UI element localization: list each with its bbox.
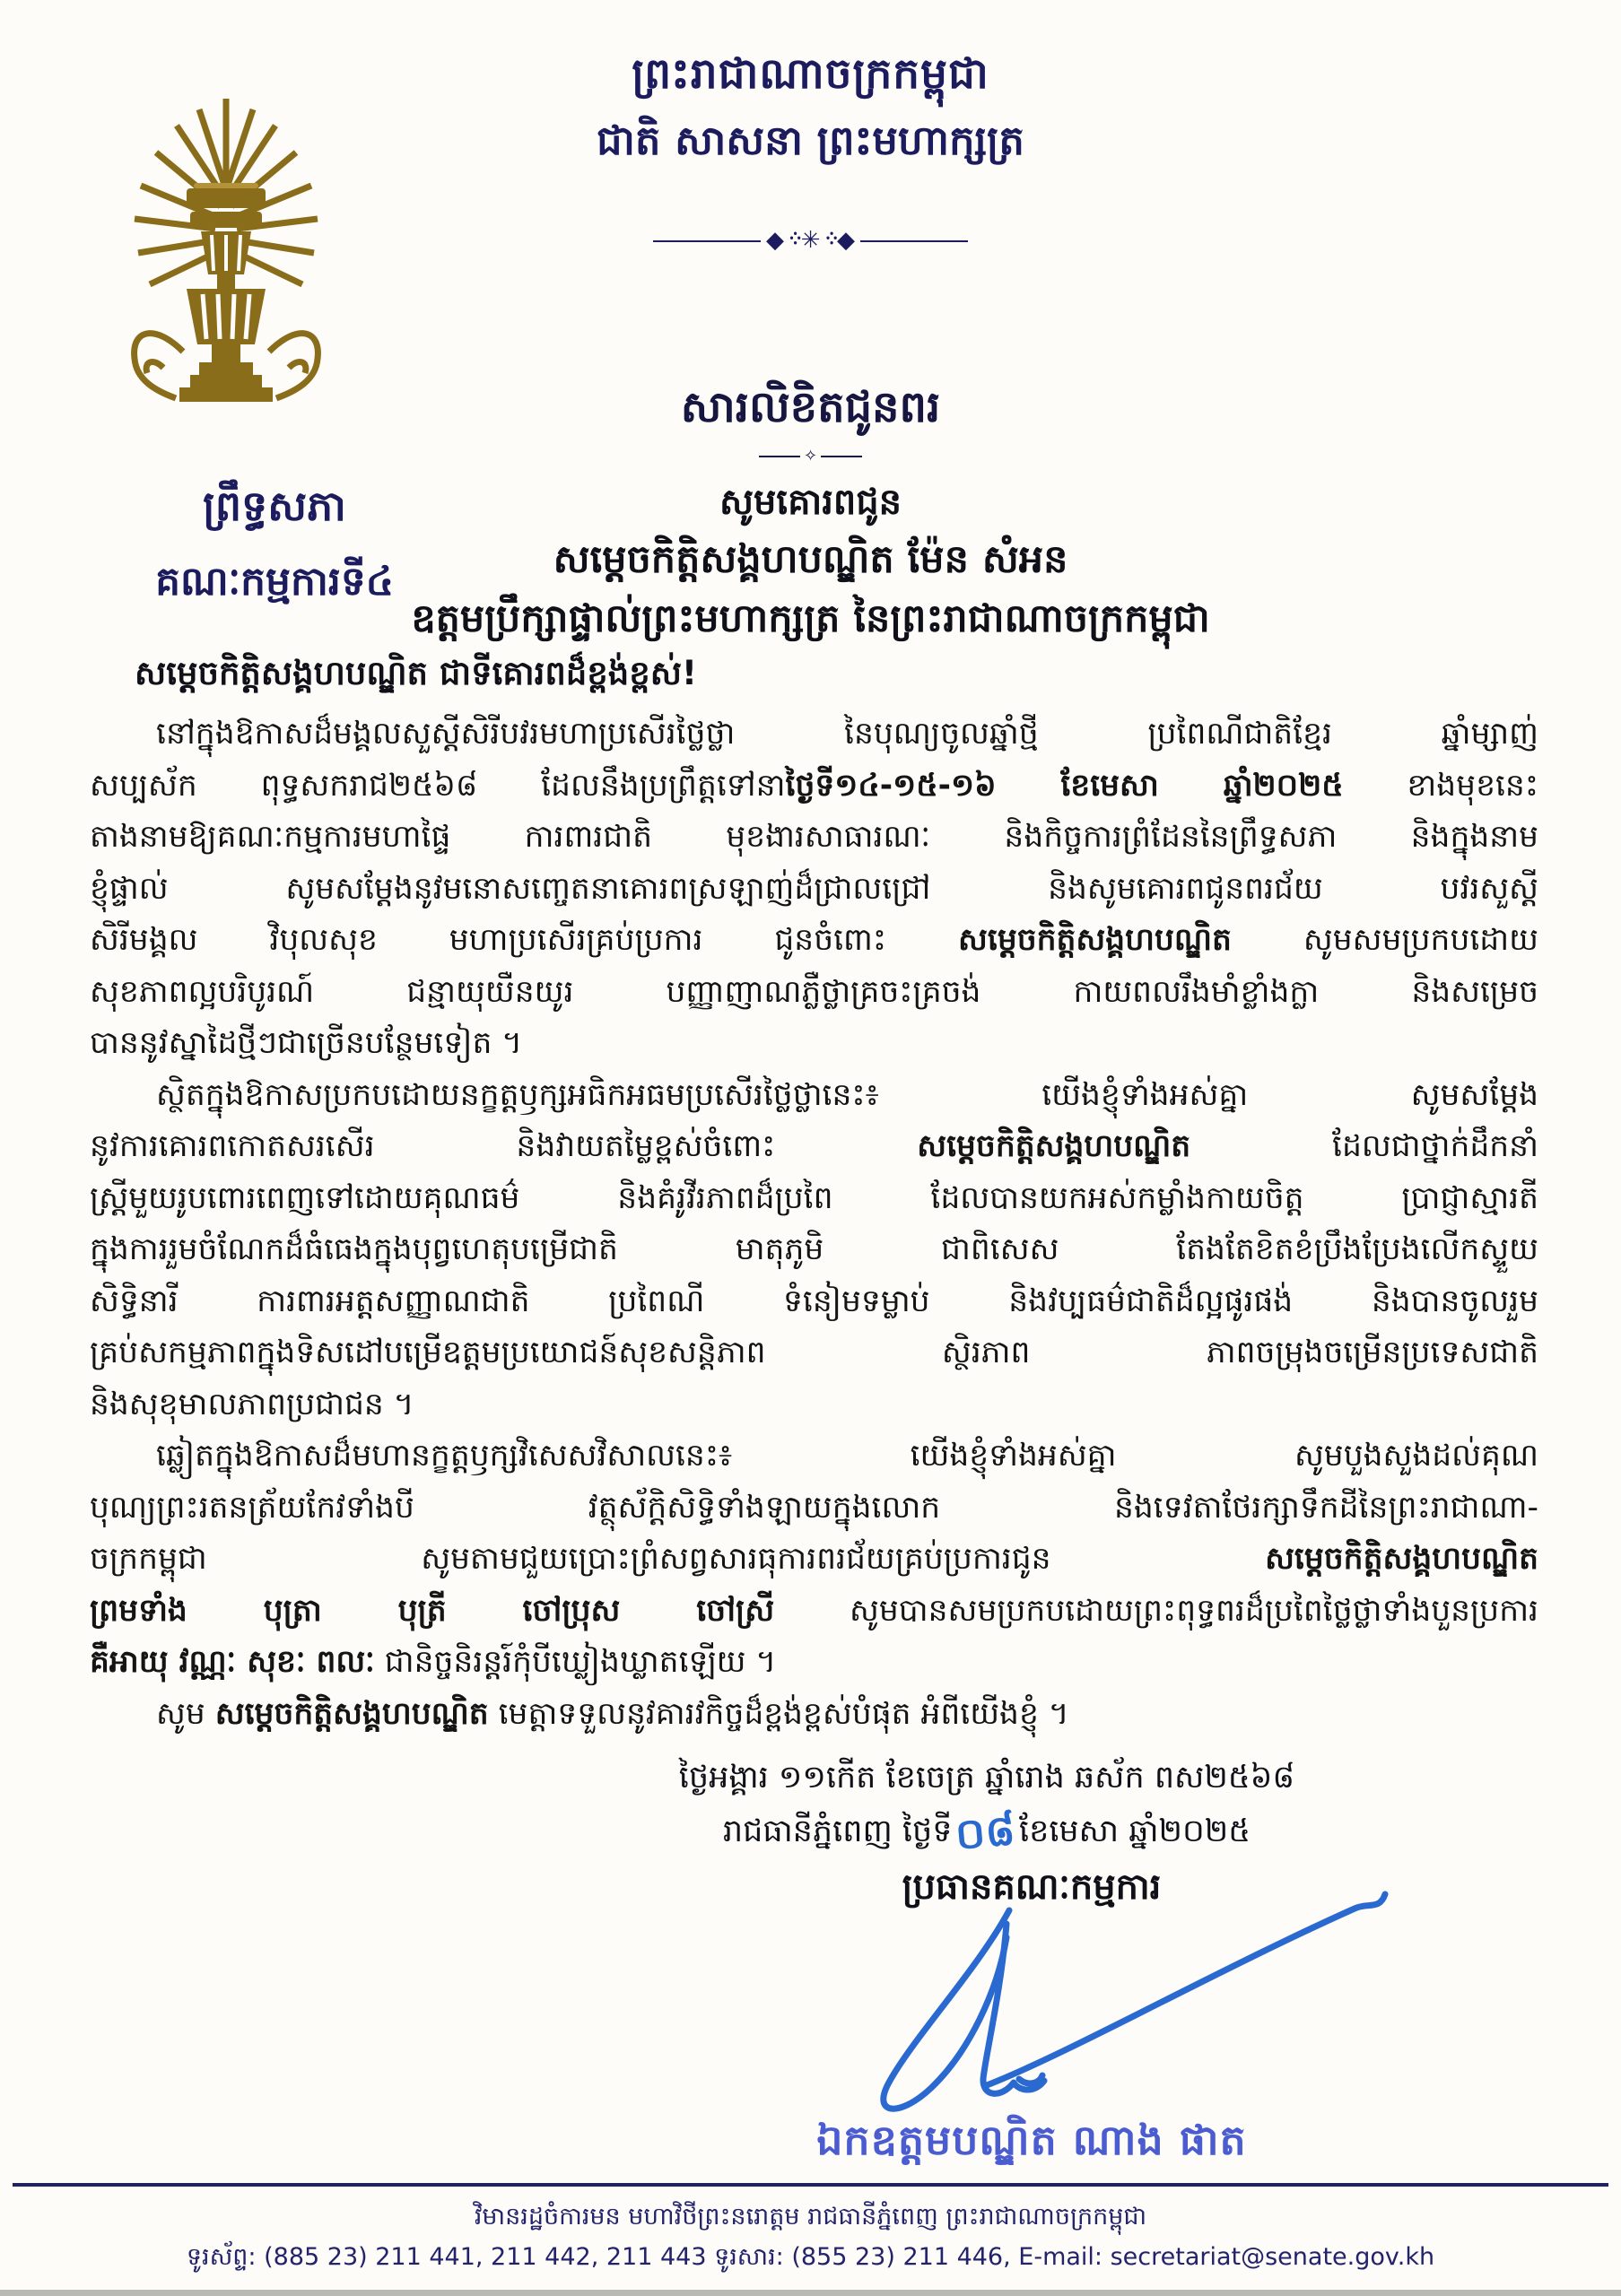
body-line	[90, 761, 1538, 813]
body-text-run: ស្ថិតក្នុងឱកាសប្រកបដោយនក្ខត្តឫក្សអធិកអធមប្រសើរថ្លៃថ្លានេះ៖ យើងខ្ញុំទាំងអស់គ្នា សូមសម្តែង	[156, 1076, 1538, 1113]
signer-name: ឯកឧត្តមបណ្ឌិត ណាង ផាត	[816, 2116, 1247, 2164]
body-text-run: ជានិច្ចនិរន្តរ៍កុំបីឃ្លៀងឃ្លាតឡើយ ។	[374, 1644, 777, 1680]
body-text-run: សិរីមង្គល វិបុលសុខ មហាប្រសើរគ្រប់ប្រការ ជូនចំពោះ	[90, 922, 959, 958]
body-line	[90, 1327, 1538, 1379]
scan-edge	[0, 2290, 1621, 2296]
body-text-run: សុខភាពល្អបរិបូរណ៍ ជន្មាយុយឺនយូរ បញ្ញាញាណភ្លឺថ្លាគ្រចះគ្រចង់ កាយពលរឹងមាំខ្លាំងក្លា និងសម្រេច	[90, 973, 1538, 1010]
body-text-run: ដែលជាថ្នាក់ដឹកនាំ	[1190, 1128, 1538, 1164]
body-bold-run: សម្តេចកិត្តិសង្គហបណ្ឌិត	[917, 1128, 1191, 1164]
gregorian-date: រាជធានីភ្នំពេញ ថ្ងៃទី០៨ខែមេសា ឆ្នាំ២០២៥	[556, 1805, 1417, 1860]
body-line	[90, 709, 1538, 761]
body-bold-run: ថ្ងៃទី១៤-១៥-១៦ ខែមេសា ឆ្នាំ២០២៥	[785, 767, 1344, 804]
body-text-run: សប្បស័ក ពុទ្ធសករាជ២៥៦៨ ដែលនឹងប្រព្រឹត្តទៅនា	[90, 767, 786, 804]
recipient-name: សម្តេចកិត្តិសង្គហបណ្ឌិត ម៉ែន សំអន	[553, 537, 1068, 582]
senate-label: ព្រឹទ្ធសភា	[203, 482, 346, 530]
body-bold-run: សម្តេចកិត្តិសង្គហបណ្ឌិត	[1265, 1541, 1538, 1577]
body-text-run: និងសុខុមាលភាពប្រជាជន ។	[90, 1386, 414, 1422]
body-text-run: សូមសមប្រកបដោយ	[1231, 922, 1539, 958]
body-line	[90, 967, 1538, 1019]
body-text-run: ឆ្លៀតក្នុងឱកាសដ៏មហានក្ខត្តឫក្សវិសេសវិសាលនេះ៖ យើងខ្ញុំទាំងអស់គ្នា សូមបួងសួងដល់គុណ	[156, 1438, 1538, 1474]
body-line	[90, 864, 1538, 916]
dateline-block	[556, 1751, 1417, 1860]
salutation: សូមគោរពជូន	[719, 482, 902, 523]
document-title: សារលិខិតជូនពរ	[680, 382, 941, 432]
body-line	[90, 1224, 1538, 1276]
national-motto: ជាតិ សាសនា ព្រះមហាក្សត្រ	[597, 117, 1024, 164]
body-text-run: ស្ត្រីមួយរូបពោរពេញទៅដោយគុណធម៌ និងគំរូវីរភាពដ៏ប្រពៃ ដែលបានយកអស់កម្លាំងកាយចិត្ត ប្រាជ្ញាស្មារតី	[90, 1179, 1538, 1216]
body-text-run: មេត្តាទទួលនូវគារវកិច្ចដ៏ខ្ពង់ខ្ពស់បំផុត អំពីយើងខ្ញុំ ។	[488, 1695, 1069, 1732]
body-text-run: នៅក្នុងឱកាសដ៏មង្គលសួស្តីសិរីបវរមហាប្រសើរថ្លៃថ្លា នៃបុណ្យចូលឆ្នាំថ្មី ប្រពៃណីជាតិខ្មែរ ឆ្នាំម្សាញ់	[156, 716, 1538, 752]
body-bold-run: ព្រមទាំង បុត្រា បុត្រី ចៅប្រុស ចៅស្រី	[90, 1592, 775, 1629]
body-text-run: ខ្ញុំផ្ទាល់ សូមសម្តែងនូវមនោសញ្ចេតនាគោរពស្រឡាញ់ដ៏ជ្រាលជ្រៅ និងសូមគោរពជូនពរជ័យ បវរសួស្តី	[90, 870, 1538, 907]
body-text-run: គ្រប់សកម្មភាពក្នុងទិសដៅបម្រើឧត្តមប្រយោជន៍សុខសន្តិភាព ស្ថិរភាព ភាពចម្រុងចម្រើនប្រទេសជាតិ	[90, 1335, 1538, 1370]
kingdom-title: ព្រះរាជាណាចក្រកម្ពុជា	[632, 49, 989, 99]
body-line	[90, 1173, 1538, 1225]
footer-contacts: ទូរស័ព្ទ: (885 23) 211 441, 211 442, 211 443 ទូរសារ: (855 23) 211 446, E-mail: secretariat@senate.gov.kh	[186, 2243, 1435, 2271]
ornament-divider-icon: ◆᠅✳᠅◆	[0, 213, 1621, 255]
commission-label: គណៈកម្មការទី៤	[155, 559, 394, 604]
body-bold-run: សម្តេចកិត្តិសង្គហបណ្ឌិត	[214, 1695, 489, 1732]
body-text-run: នូវការគោរពកោតសរសើរ និងវាយតម្លៃខ្ពស់ចំពោះ	[90, 1128, 918, 1164]
lunar-date: ថ្ងៃអង្គារ ១១កើត ខែចេត្រ ឆ្នាំរោង ឆស័ក ពស២៥៦៨	[678, 1760, 1295, 1796]
body-bold-run: សម្តេចកិត្តិសង្គហបណ្ឌិត	[958, 922, 1232, 958]
body-line	[90, 812, 1538, 864]
body-text-run: សូមបានសមប្រកបដោយព្រះពុទ្ធពរដ៏ប្រពៃថ្លៃថ្លាទាំងបួនប្រការ	[774, 1592, 1538, 1629]
body-text-run: បាននូវស្នាដៃថ្មីៗជាច្រើនបន្ថែមទៀត ។	[90, 1025, 523, 1061]
body-bold-run: គឺអាយុ វណ្ណៈ សុខៈ ពលៈ	[90, 1644, 375, 1680]
body-text-run: តាងនាមឱ្យគណៈកម្មការមហាផ្ទៃ ការពារជាតិ មុខងារសាធារណៈ និងកិច្ចការព្រំដែននៃព្រឹទ្ធសភា និងក្នុងនាម	[90, 819, 1538, 855]
body-text-run: ចក្រកម្ពុជា សូមតាមជួយប្រោះព្រំសព្វសារធុការពរជ័យគ្រប់ប្រការជូន	[90, 1541, 1266, 1577]
body-text-run: បុណ្យព្រះរតនត្រ័យកែវទាំងបី វត្ថុស័ក្តិសិទ្ធិទាំងឡាយក្នុងលោក និងទេវតាថែរក្សាទឹកដីនៃព្រះរាជាណា-	[90, 1489, 1538, 1526]
body-text-run: សិទ្ធិនារី ការពារអត្តសញ្ញាណជាតិ ប្រពៃណី ទំនៀមទម្លាប់ និងវប្បធម៌ជាតិដ៏ល្អផូរផង់ និងបានចូលរួម	[90, 1283, 1538, 1319]
body-line	[90, 1070, 1538, 1122]
body-line	[90, 1534, 1538, 1586]
footer	[13, 2183, 1608, 2278]
body-line	[90, 1637, 1538, 1689]
body-line	[90, 915, 1538, 967]
body-line	[90, 1121, 1538, 1173]
body-line	[90, 1276, 1538, 1328]
body-line	[90, 1018, 1538, 1070]
letter-body	[90, 709, 1538, 1740]
footer-address: វិមានរដ្ឋចំការមន មហាវិថីព្រះនរោត្តម រាជធានីភ្នំពេញ ព្រះរាជាណាចក្រកម្ពុជា	[474, 2203, 1147, 2231]
signature-icon	[843, 1883, 1417, 2130]
body-text-run: ក្នុងការរួមចំណែកដ៏ធំធេងក្នុងបុព្វហេតុបម្រើជាតិ មាតុភូមិ ជាពិសេស តែងតែខិតខំប្រឹងប្រែងលើកស្ទួយ	[90, 1231, 1538, 1267]
body-line	[90, 1379, 1538, 1431]
body-line	[90, 1431, 1538, 1483]
body-text-run: សូម	[156, 1695, 215, 1732]
signer-title: ប្រធានគណៈកម្មការ	[902, 1866, 1162, 1908]
body-line	[90, 1689, 1538, 1741]
opening-line: សម្តេចកិត្តិសង្គហបណ្ឌិត ជាទីគោរពដ៏ខ្ពង់ខ្ពស់!	[135, 654, 697, 692]
body-text-run: ខាងមុខនេះ	[1343, 767, 1538, 804]
body-line	[90, 1586, 1538, 1638]
senate-crest-icon	[100, 83, 352, 423]
body-line	[90, 1483, 1538, 1535]
handwritten-day: ០៨	[954, 1805, 1018, 1860]
recipient-title: ឧត្តមប្រឹក្សាផ្ទាល់ព្រះមហាក្សត្រ នៃព្រះរាជាណាចក្រកម្ពុជា	[411, 596, 1210, 641]
title-divider-icon: ✧	[0, 447, 1621, 465]
